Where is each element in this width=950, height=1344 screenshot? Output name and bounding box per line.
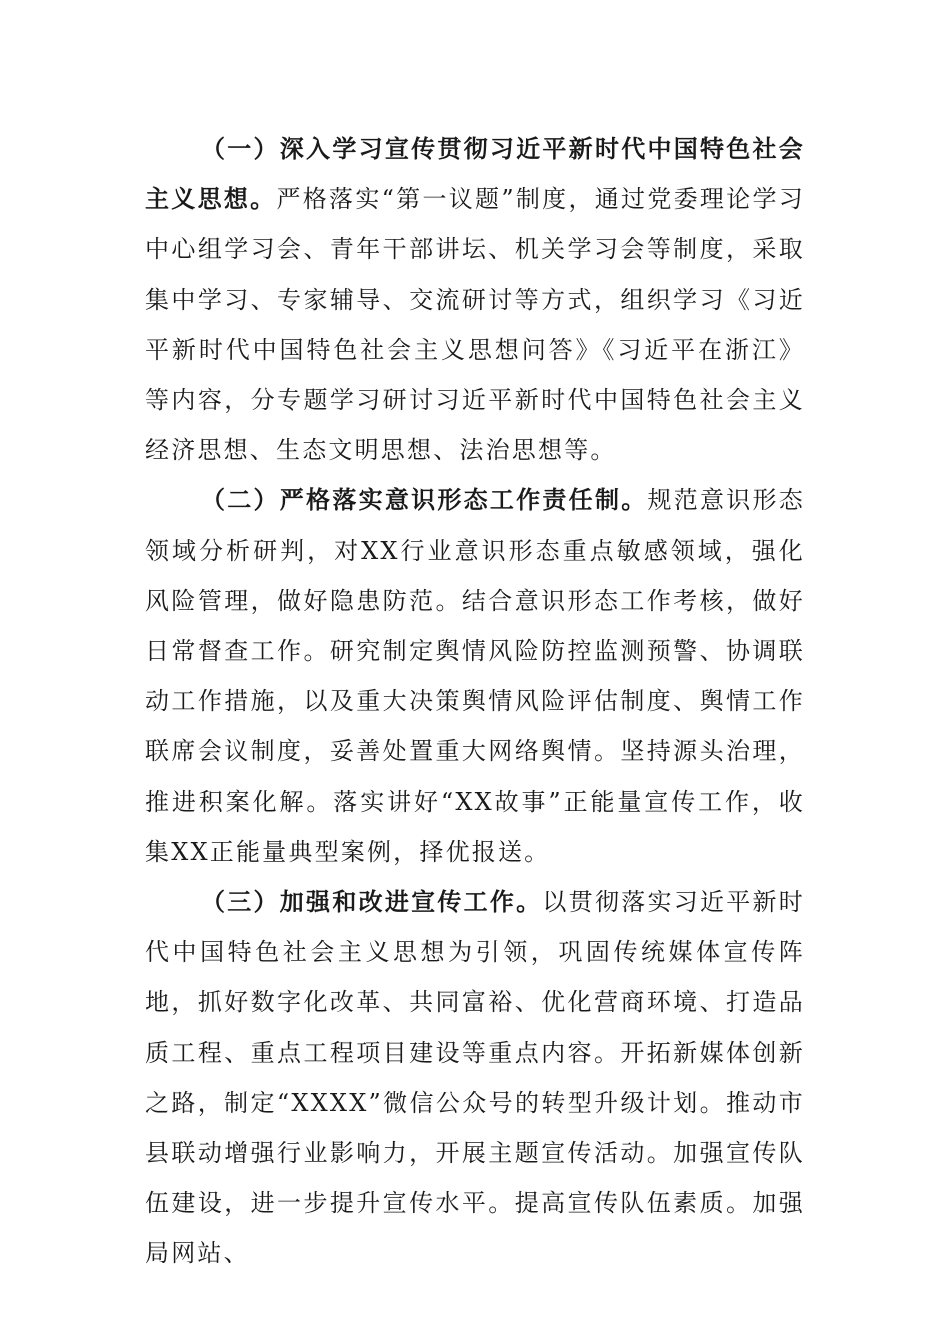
paragraph-1: [145, 124, 805, 475]
paragraph-3: [145, 877, 805, 1279]
paragraph-2: [145, 475, 805, 877]
paragraph-1-heading: （一）深入学习宣传贯彻习近平新时代中国特色社会主义思想。: [145, 135, 805, 214]
document-page: [145, 124, 805, 1279]
paragraph-3-body: 以贯彻落实习近平新时代中国特色社会主义思想为引领，巩固传统媒体宣传阵地，抓好数字化改革、共同富裕、优化营商环境、打造品质工程、重点工程项目建设等重点内容。开拓新媒体创新之路，制定“XXXX”微信公众号的转型升级计划。推动市县联动增强行业影响力，开展主题宣传活动。加强宣传队伍建设，进一步提升宣传水平。提高宣传队伍素质。加强局网站、: [145, 888, 805, 1268]
paragraph-2-body: 规范意识形态领域分析研判，对XX行业意识形态重点敏感领域，强化风险管理，做好隐患防范。结合意识形态工作考核，做好日常督查工作。研究制定舆情风险防控监测预警、协调联动工作措施，以及重大决策舆情风险评估制度、舆情工作联席会议制度，妥善处置重大网络舆情。坚持源头治理，推进积案化解。落实讲好“XX故事”正能量宣传工作，收集XX正能量典型案例，择优报送。: [145, 486, 806, 866]
paragraph-2-heading: （二）严格落实意识形态工作责任制。: [201, 486, 648, 515]
paragraph-3-heading: （三）加强和改进宣传工作。: [201, 888, 543, 917]
paragraph-1-body: 严格落实“第一议题”制度，通过党委理论学习中心组学习会、青年干部讲坛、机关学习会等制度，采取集中学习、专家辅导、交流研讨等方式，组织学习《习近平新时代中国特色社会主义思想问答》《习近平在浙江》等内容，分专题学习研讨习近平新时代中国特色社会主义经济思想、生态文明思想、法治思想等。: [145, 185, 805, 465]
